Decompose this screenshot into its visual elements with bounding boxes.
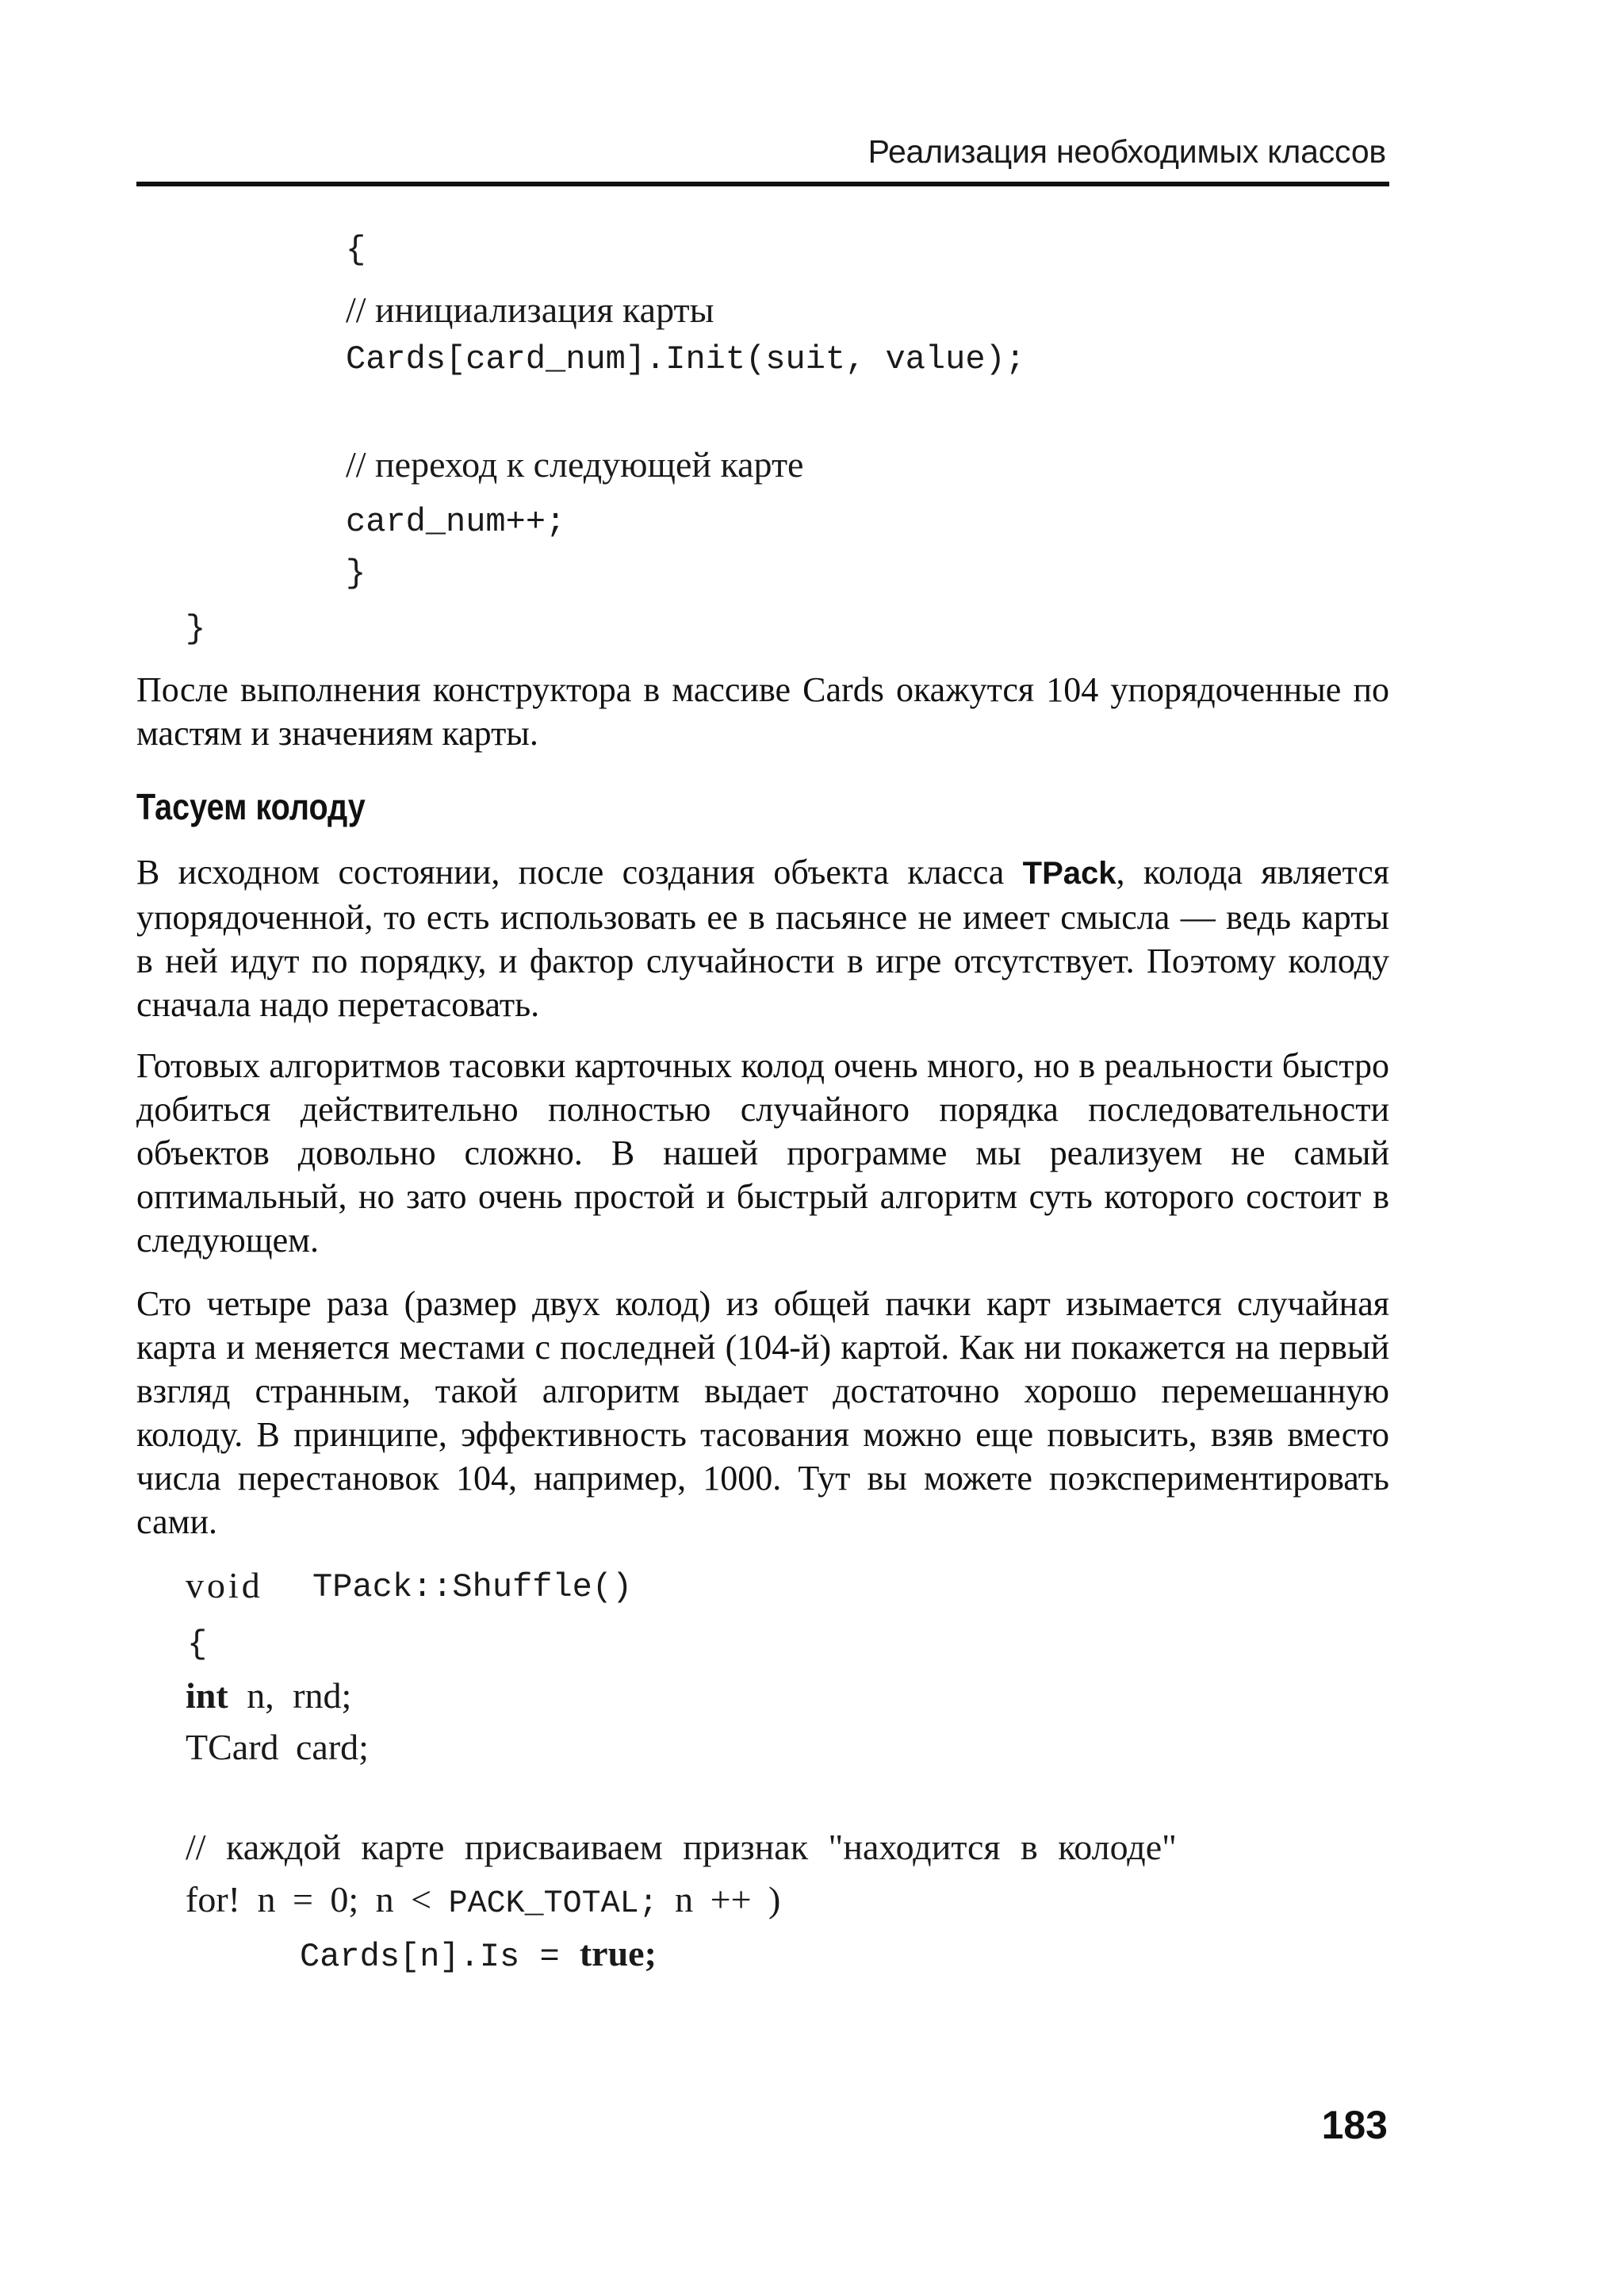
code-line-open-brace: {	[346, 231, 366, 269]
code-line-init-call: Cards[card_num].Init(suit, value);	[346, 340, 1025, 378]
paragraph-shuffle-intro	[136, 850, 1389, 1026]
code-comment-mark-cards: // каждой карте присваиваем признак "находится в колоде"	[186, 1827, 1177, 1867]
paragraph-after-constructor: После выполнения конструктора в массиве Cards окажутся 104 упорядоченные по мастям и значениям карты.	[136, 670, 1389, 753]
code-line-func-void: void	[186, 1565, 263, 1605]
code-line-increment: card_num++;	[346, 503, 566, 541]
code-line-open-brace-2: {	[187, 1625, 208, 1663]
code-comment-init: // инициализация карты	[346, 290, 714, 330]
paragraph-shuffle-intro-part1: В исходном состоянии, после создания объекта класса	[136, 853, 1005, 892]
code-const-pack-total: PACK_TOTAL;	[448, 1886, 658, 1922]
class-name-tpack: TPack	[1022, 856, 1116, 891]
code-for-part1: for! n = 0; n <	[186, 1879, 449, 1920]
page-number: 183	[1321, 2103, 1388, 2147]
code-comment-next: // переход к следующей карте	[346, 444, 804, 485]
code-line-close-outer: }	[186, 610, 206, 648]
section-heading: Тасуем колоду	[136, 786, 366, 827]
code-int-vars: n, rnd;	[228, 1675, 352, 1716]
code-line-int-decl	[186, 1675, 352, 1716]
code-line-func-name: TPack::Shuffle()	[312, 1568, 633, 1606]
code-assign-part1: Cards[n].Is =	[300, 1938, 580, 1976]
code-line-tcard-decl: TCard card;	[186, 1727, 369, 1767]
header-rule	[136, 182, 1389, 186]
code-line-for-loop	[186, 1881, 780, 1920]
code-for-part2: n ++ )	[657, 1879, 781, 1920]
code-keyword-true: true;	[579, 1933, 657, 1973]
code-line-close-inner: }	[346, 554, 366, 593]
paragraph-shuffle-intro-part2: , колода является упорядоченной, то есть использовать ее в пасьянсе не имеет смысла — ведь карты в ней идут по порядку, и фактор случайности в игре отсутствует. Поэтому колоду сначала надо перетасовать.	[136, 853, 1390, 1024]
paragraph-algorithm-description: Сто четыре раза (размер двух колод) из общей пачки карт изымается случайная карта и меняется местами с последней (104-й) картой. Как ни покажется на первый взгляд странным, такой алгоритм выдает достаточно хорошо перемешанную колоду. В принципе, эффективность тасования можно еще повысить, взяв вместо числа перестановок 104, например, 1000. Тут вы можете поэкспериментировать сами.	[136, 1284, 1389, 1541]
code-keyword-int: int	[186, 1675, 228, 1716]
running-header: Реализация необходимых классов	[868, 133, 1386, 170]
code-line-assign-is	[300, 1933, 657, 1976]
paragraph-algorithms: Готовых алгоритмов тасовки карточных колод очень много, но в реальности быстро добиться действительно полностью случайного порядка последовательности объектов довольно сложно. В нашей программе мы реализуем не самый оптимальный, но зато очень простой и быстрый алгоритм суть которого состоит в следующем.	[136, 1046, 1389, 1260]
